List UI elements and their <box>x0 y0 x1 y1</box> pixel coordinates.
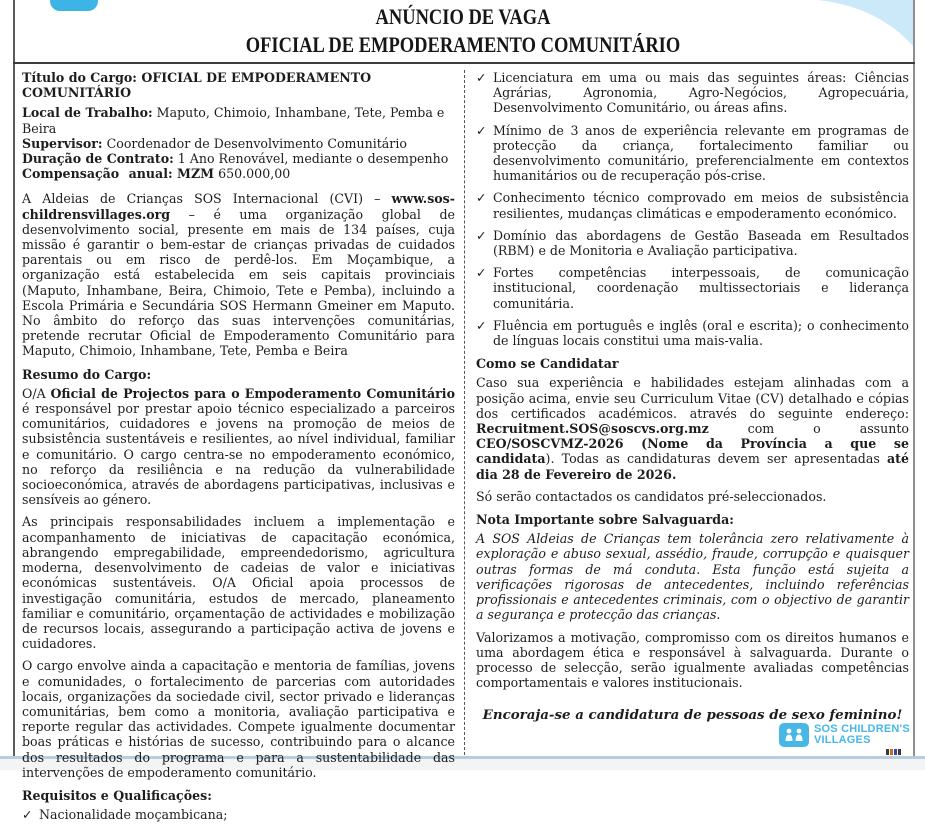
supervisor-label: Supervisor: <box>22 135 103 151</box>
qualification-item <box>476 318 909 348</box>
sos-logo-text <box>814 724 910 747</box>
requirement-item <box>22 807 455 822</box>
job-compensation-line <box>22 166 455 181</box>
sos-logo-text-line1: SOS CHILDREN'S <box>814 722 910 735</box>
page-title-line1: ANÚNCIO DE VAGA <box>375 4 551 29</box>
candidatar-heading: Como se Candidatar <box>476 356 619 372</box>
how-to-apply-paragraph <box>476 375 909 481</box>
apply-run5: ). Todas as candidaturas devem ser apresentadas <box>545 451 887 467</box>
qualification-text: Mínimo de 3 anos de experiência relevante em programas de protecção da criança, fortalecimento familiar ou desenvolvimento comunitário, preferencialmente em contextos humanitários ou de recuperação pós-crise. <box>493 122 909 184</box>
sos-logo-icon <box>779 723 809 747</box>
apply-run3: com o assunto <box>708 421 909 437</box>
compensation-currency: MZM <box>172 166 215 182</box>
left-column <box>22 70 455 829</box>
resumo-p1-run3: é responsável por prestar apoio técnico especializado a parceiros comunitários, cuidadores e jovens na promoção de meios de subsistência sustentáveis e resilientes, ao nível individual, familiar e comunitário. O cargo centra-se no empoderamento económico, no reforço da resiliência e na redução da vulnerabilidade socioeconómica, através de abordagens participativas, inclusivas e sensíveis ao género. <box>22 401 455 508</box>
compensation-value: 650.000,00 <box>214 166 291 182</box>
location-label: Local de Trabalho: <box>22 105 153 121</box>
sos-logo <box>779 723 910 747</box>
org-website: www.sos-childrensvillages.org <box>22 191 455 222</box>
qualification-text: Domínio das abordagens de Gestão Baseada em Resultados (RBM) e de Monitoria e Avaliação participativa. <box>493 227 909 259</box>
values-paragraph: Valorizamos a motivação, compromisso com os direitos humanos e uma abordagem ética e responsável à salvaguarda. Durante o processo de selecção, serão igualmente avaliadas competências comportamentais e valores institucionais. <box>476 629 909 691</box>
application-subject-code: CEO/SOSCVMZ-2026 (Nome da Província a que se candidata <box>476 436 909 467</box>
intro-run3: – é uma organização global de desenvolvimento social, presente em mais de 134 países, cuja missão é garantir o bem-estar de crianças privadas de cuidados parentais ou em risco de perdê-los. Em Moçambique, a organização está estabelecida em seis capitais provinciais (Maputo, Inhambane, Beira, Chimoio, Tete e Pemba), incluindo a Escola Primária e Secundária SOS Hermann Gmeiner em Maputo. No âmbito do reforço das suas intervenções comunitárias, pretende recrutar Oficial de Empoderamento Comunitário para Maputo, Chimoio, Inhambane, Tete, Pemba e Beira <box>22 206 455 359</box>
job-contract-line <box>22 151 455 166</box>
job-location-line <box>22 105 455 135</box>
requisitos-heading: Requisitos e Qualificações: <box>22 787 212 803</box>
contract-label: Duração de Contrato: <box>22 151 174 167</box>
qualification-item <box>476 228 909 258</box>
apply-run1: Caso sua experiência e habilidades estejam alinhadas com a posição acima, envie seu Curriculum Vitae (CV) detalhado e cópias dos certificados académicos. através do seguinte endereço: <box>476 375 909 421</box>
resumo-heading: Resumo do Cargo: <box>22 366 152 382</box>
page-border-right <box>913 0 915 757</box>
application-deadline: até dia 28 de Fevereiro de 2026. <box>476 451 909 482</box>
check-icon: ✓ <box>476 190 487 206</box>
encourage-female-applicants-line: Encoraja-se a candidatura de pessoas de sexo feminino! <box>482 707 903 724</box>
resumo-p1-role: Oficial de Projectos para o Empoderamento Comunitário <box>50 385 455 401</box>
safeguarding-paragraph: A SOS Aldeias de Crianças tem tolerância zero relativamente à exploração e abuso sexual, assédio, fraude, corrupção e quaisquer outras formas de má conduta. Esta função está sujeita a verificações rigorosas de antecedentes, incluindo referências profissionais e antecedentes criminais, com o objectivo de garantir a segurança e protecção das crianças. <box>476 531 909 623</box>
intro-paragraph <box>22 191 455 358</box>
intro-run1: A Aldeias de Crianças SOS Internacional (CVI) – <box>22 191 392 207</box>
page-title-line2: OFICIAL DE EMPODERAMENTO COMUNITÁRIO <box>245 32 681 57</box>
contract-value: 1 Ano Renovável, mediante o desempenho <box>173 151 449 167</box>
check-icon: ✓ <box>476 70 487 85</box>
check-icon: ✓ <box>476 227 487 243</box>
check-icon: ✓ <box>476 265 487 281</box>
page-border-left <box>13 0 15 757</box>
check-icon: ✓ <box>22 807 33 823</box>
resumo-paragraph-3: O cargo envolve ainda a capacitação e mentoria de famílias, jovens e comunidades, o fortalecimento de parcerias com autoridades locais, organizações da sociedade civil, sector privado e lideranças comunitárias, bem como a monitoria, avaliação participativa e reporte regular das actividades. Compete igualmente documentar boas práticas e histórias de sucesso, contribuindo para o alcance dos resultados do programa e para a sustentabilidade das intervenções de empoderamento comunitário. <box>22 658 455 780</box>
right-column <box>476 70 909 724</box>
supervisor-value: Coordenador de Desenvolvimento Comunitário <box>102 135 407 151</box>
compensation-label: Compensação anual: <box>22 166 173 182</box>
job-supervisor-line <box>22 136 455 151</box>
check-icon: ✓ <box>476 122 487 138</box>
qualification-item <box>476 70 909 116</box>
requirement-text: Nacionalidade moçambicana; <box>39 807 228 823</box>
job-title-label: Título do Cargo: <box>22 70 137 85</box>
qualification-text: Fluência em português e inglês (oral e escrita); o conhecimento de línguas locais constitui uma mais-valia. <box>493 317 909 349</box>
qualification-item <box>476 123 909 184</box>
qualification-item <box>476 190 909 220</box>
resumo-paragraph-2: As principais responsabilidades incluem a implementação e acompanhamento de iniciativas de capacitação económica, abrangendo empregabilidade, empreendedorismo, agricultura moderna, desenvolvimento de cadeias de valor e iniciativas económicas sustentáveis. O/A Oficial apoia processos de investigação comunitária, estudos de mercado, planeamento familiar e comunitário, orçamentação de actividades e mobilização de recursos locais, assegurando a participação activa de jovens e cuidadores. <box>22 514 455 652</box>
qualifications-list <box>476 70 909 348</box>
column-divider <box>464 70 465 755</box>
contacted-note: Só serão contactados os candidatos pré-seleccionados. <box>476 488 827 504</box>
location-value: Maputo, Chimoio, Inhambane, Tete, Pemba e Beira <box>22 105 445 136</box>
qualification-text: Fortes competências interpessoais, de comunicação institucional, coordenação multissectoriais e liderança comunitária. <box>493 265 909 311</box>
qualification-text: Licenciatura em uma ou mais das seguintes áreas: Ciências Agrárias, Agronomia, Agro-Negócios, Agropecuária, Desenvolvimento Comunitário, ou áreas afins. <box>493 70 909 116</box>
sos-logo-text-line2: VILLAGES <box>814 734 871 746</box>
recruitment-email: Recruitment.SOS@soscvs.org.mz <box>476 421 709 437</box>
resumo-paragraph-1 <box>22 386 455 508</box>
document-header <box>15 3 911 59</box>
job-title-value: OFICIAL DE EMPODERAMENTO COMUNITÁRIO <box>22 70 372 101</box>
resumo-p1-run1: O/A <box>22 385 51 401</box>
safeguarding-heading: Nota Importante sobre Salvaguarda: <box>476 512 734 528</box>
footer-mark <box>886 749 901 755</box>
qualification-text: Conhecimento técnico comprovado em meios de subsistência resilientes, mudanças climáticas e empoderamento económico. <box>493 190 909 221</box>
check-icon: ✓ <box>476 317 487 333</box>
qualification-item <box>476 265 909 311</box>
job-title-line <box>22 70 455 100</box>
requisitos-list <box>22 807 455 822</box>
header-divider-line <box>13 62 915 64</box>
